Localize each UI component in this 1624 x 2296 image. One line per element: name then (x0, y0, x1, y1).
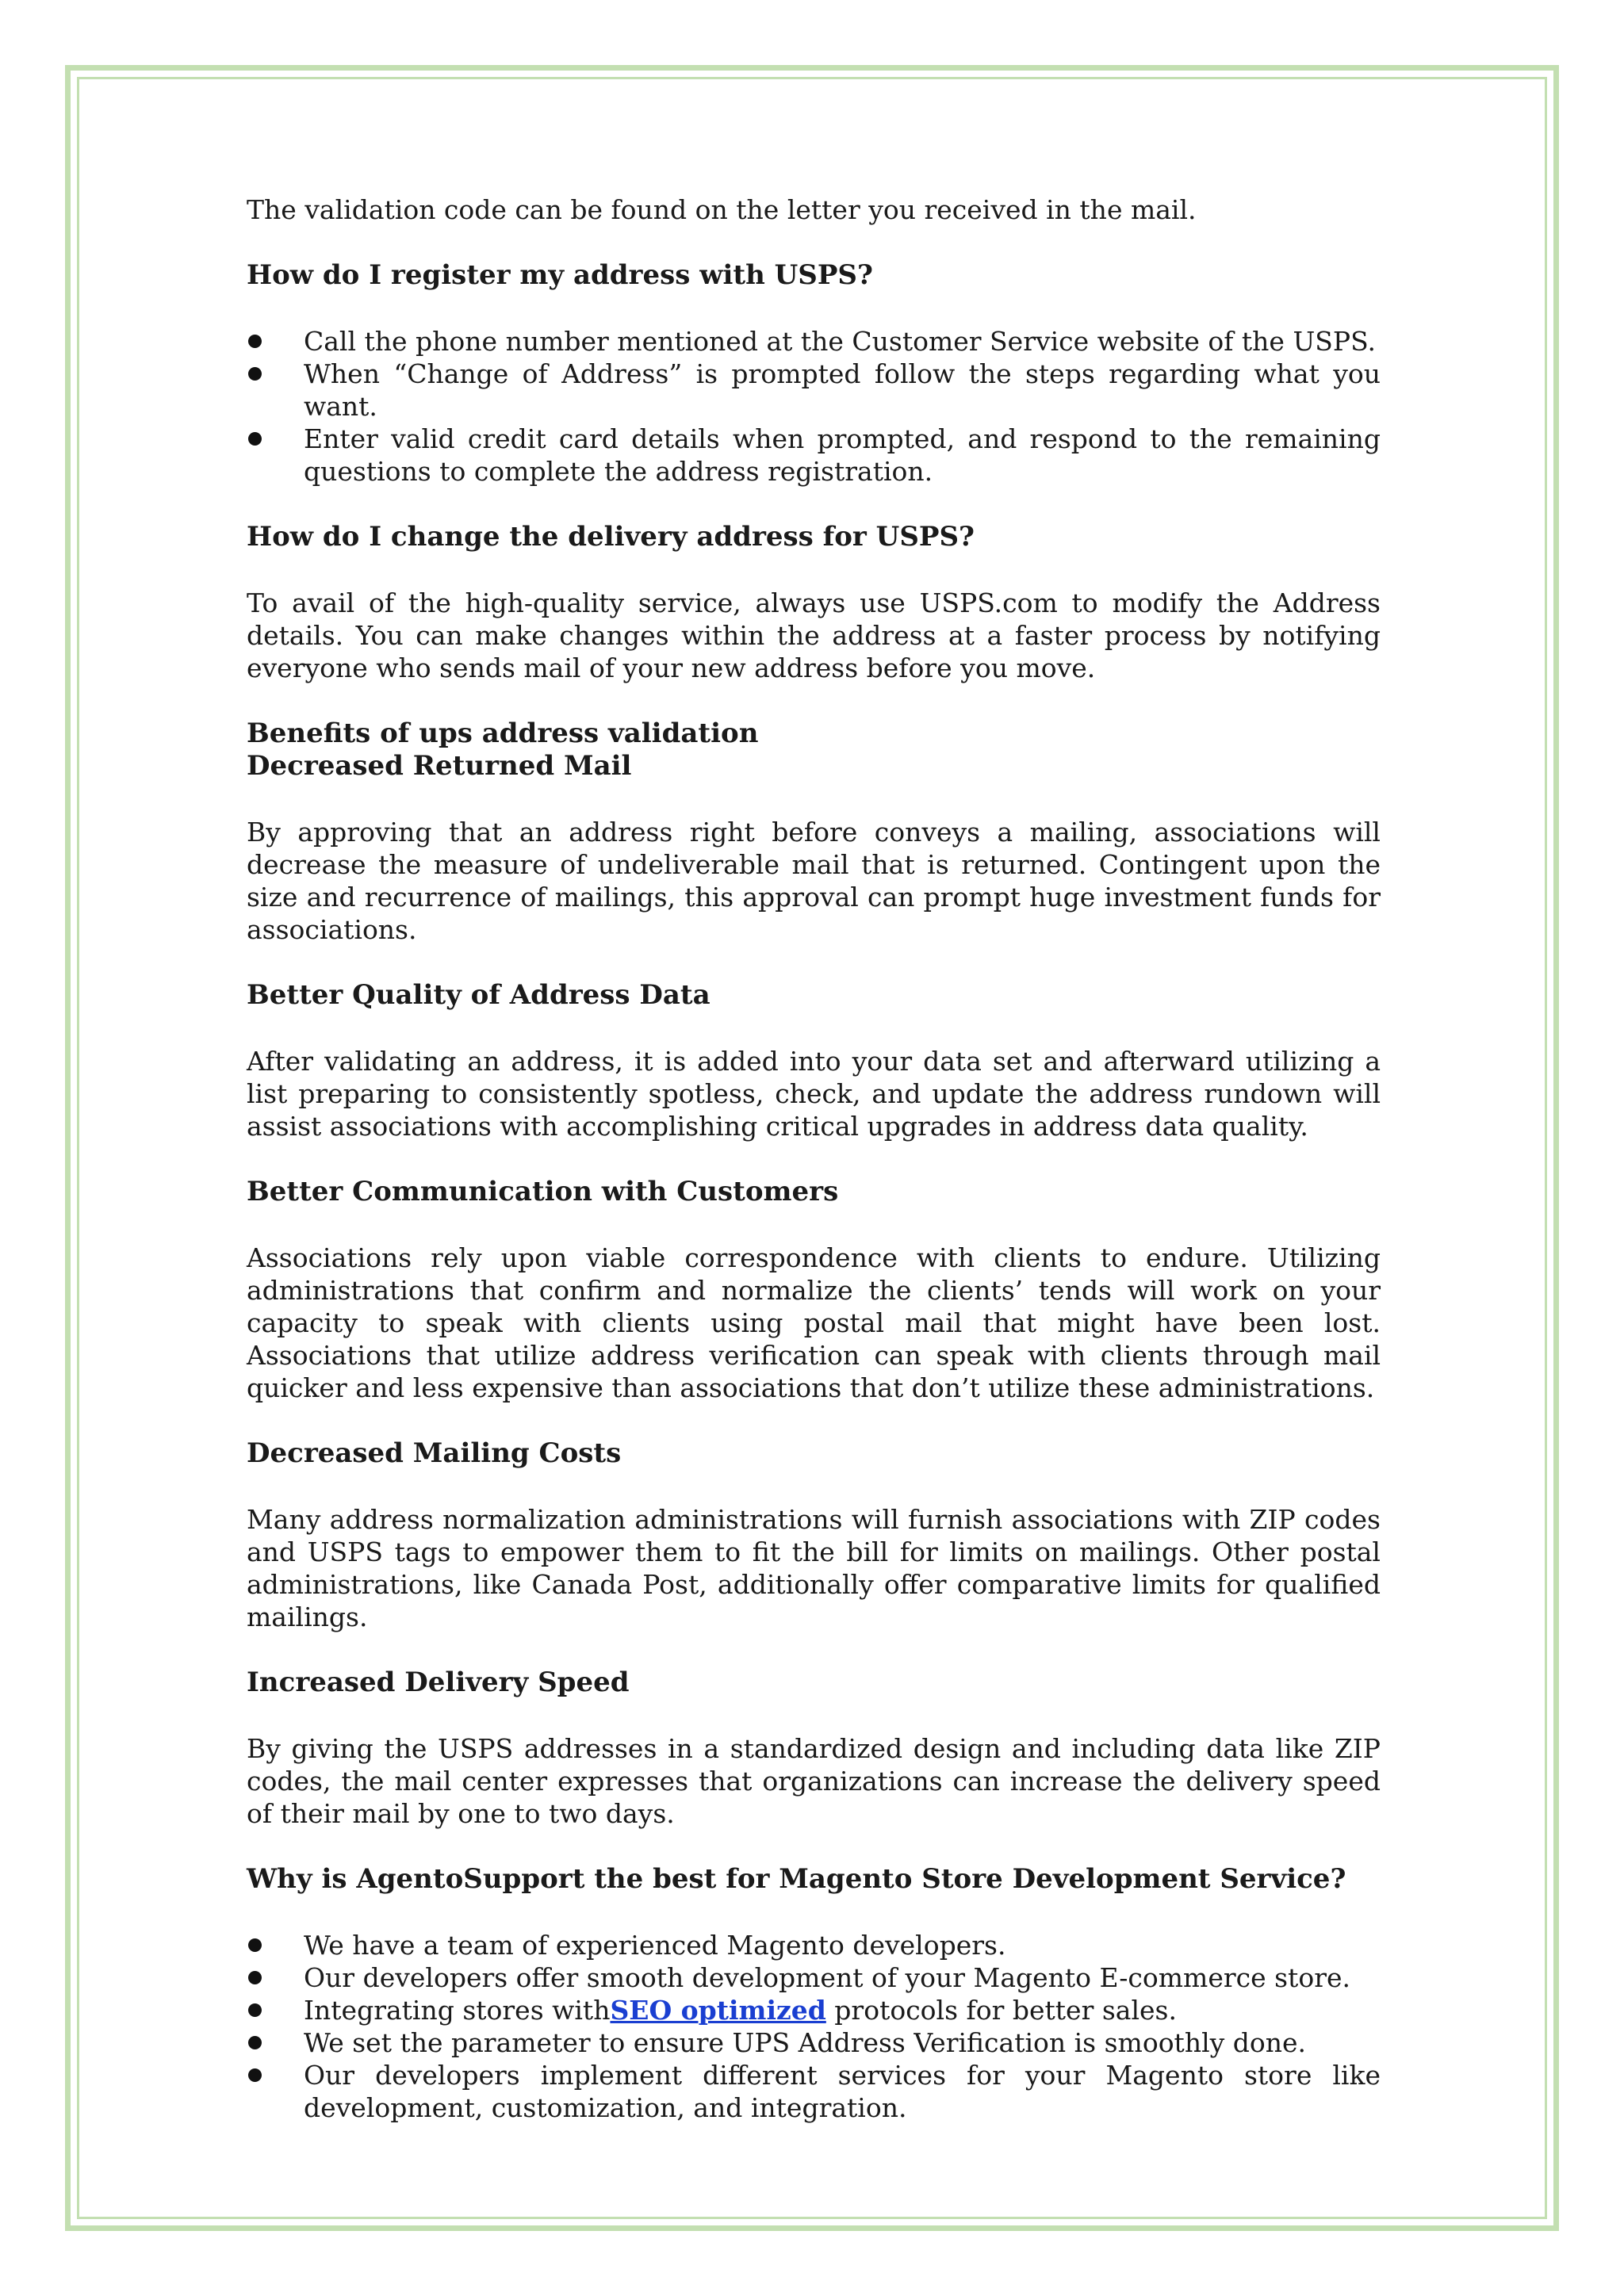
list-item (247, 1929, 1381, 1961)
change-paragraph: To avail of the high-quality service, always use USPS.com to modify the Address details. You can make changes within the address at a faster process by notifying everyone who sends mail of your new address before you move. (247, 587, 1381, 683)
register-heading: How do I register my address with USPS? (247, 259, 873, 291)
bullet-icon (248, 2068, 262, 2082)
list-item (247, 325, 1381, 358)
bullet-icon (248, 432, 262, 446)
section-heading-delivery-speed: Increased Delivery Speed (247, 1667, 630, 1698)
list-item-text-before-link: Integrating stores with (304, 1995, 611, 2026)
bullet-icon (248, 2003, 262, 2017)
document-body (247, 193, 1381, 2157)
benefits-heading: Benefits of ups address validation (247, 718, 759, 749)
bullet-icon (248, 335, 262, 348)
list-item-text: Enter valid credit card details when prompted, and respond to the remaining questions to complete the address registration. (304, 423, 1381, 487)
change-heading: How do I change the delivery address for USPS? (247, 521, 975, 553)
section-heading-mailing-costs: Decreased Mailing Costs (247, 1437, 622, 1469)
section-heading-address-quality: Better Quality of Address Data (247, 979, 710, 1011)
intro-paragraph: The validation code can be found on the letter you received in the mail. (247, 194, 1197, 225)
list-item-text: We have a team of experienced Magento developers. (304, 1930, 1006, 1961)
list-item (247, 2059, 1381, 2124)
list-item-text: Call the phone number mentioned at the Customer Service website of the USPS. (304, 326, 1376, 357)
section-paragraph-mailing-costs: Many address normalization administrations will furnish associations with ZIP codes and USPS tags to empower them to fit the bill for limits on mailings. Other postal administrations, like Canada Post, additionally offer comparative limits for qualified mailings. (247, 1504, 1381, 1632)
list-item (247, 1994, 1381, 2026)
list-item (247, 423, 1381, 488)
list-item-text-after-link: protocols for better sales. (825, 1995, 1177, 2026)
list-item-text: Our developers offer smooth development of your Magento E-commerce store. (304, 1962, 1350, 1993)
list-item-text: We set the parameter to ensure UPS Address Verification is smoothly done. (304, 2027, 1307, 2058)
section-paragraph-communication: Associations rely upon viable correspondence with clients to endure. Utilizing administrations that confirm and normalize the clients’ tends will work on your capacity to speak with clients using postal mail that might have been lost. Associations that utilize address verification can speak with clients through mail quicker and less expensive than associations that don’t utilize these administrations. (247, 1242, 1381, 1403)
section-heading-communication: Better Communication with Customers (247, 1176, 839, 1207)
bullet-icon (248, 2036, 262, 2049)
why-heading: Why is AgentoSupport the best for Magento Store Development Service? (247, 1863, 1346, 1895)
bullet-icon (248, 1938, 262, 1952)
why-list (247, 1929, 1381, 2124)
list-item-text: Our developers implement different services for your Magento store like development, customization, and integration. (304, 2060, 1381, 2123)
list-item (247, 358, 1381, 423)
list-item-text: When “Change of Address” is prompted follow the steps regarding what you want. (304, 358, 1381, 422)
section-paragraph-delivery-speed: By giving the USPS addresses in a standardized design and including data like ZIP codes, the mail center expresses that organizations can increase the delivery speed of their mail by one to two days. (247, 1733, 1381, 1829)
section-heading-returned-mail: Decreased Returned Mail (247, 750, 632, 782)
seo-optimized-link[interactable]: SEO optimized (610, 1995, 826, 2026)
section-paragraph-address-quality: After validating an address, it is added into your data set and afterward utilizing a list preparing to consistently spotless, check, and update the address rundown will assist associations with accomplishing critical upgrades in address data quality. (247, 1046, 1381, 1142)
bullet-icon (248, 367, 262, 381)
bullet-icon (248, 1971, 262, 1984)
list-item (247, 2026, 1381, 2059)
section-paragraph-returned-mail: By approving that an address right before conveys a mailing, associations will decrease the measure of undeliverable mail that is returned. Contingent upon the size and recurrence of mailings, this approval can prompt huge investment funds for associations. (247, 817, 1381, 945)
register-steps-list (247, 325, 1381, 488)
list-item (247, 1961, 1381, 1994)
